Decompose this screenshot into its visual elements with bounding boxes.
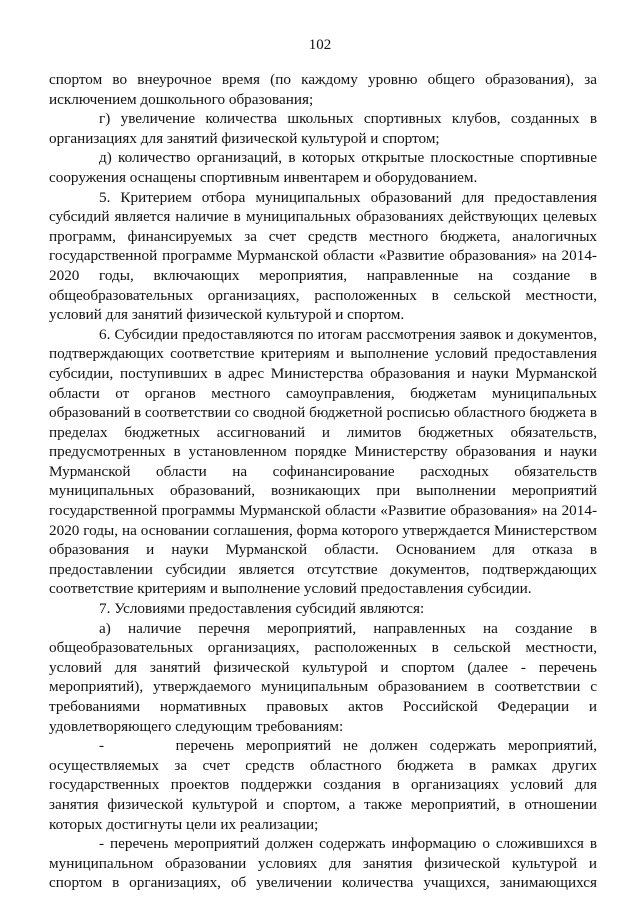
paragraph-7a: а) наличие перечня мероприятий, направленных на создание в общеобразовательных организациях, расположенных в сельской местности, условий для занятий физической культурой и спортом (далее - перечень мероприятий), утверждаемого муниципальным образованием в соответствии с требованиями нормативных правовых актов Российской Федерации и удовлетворяющего следующим требованиям: xyxy=(49,619,597,735)
paragraph-continuation: спортом во внеурочное время (по каждому уровню общего образования), за исключением дошкольного образования; xyxy=(49,71,597,108)
page-number: 102 xyxy=(308,37,332,53)
paragraph-item-g: г) увеличение количества школьных спортивных клубов, созданных в организациях для занятий физической культурой и спортом; xyxy=(49,110,597,147)
dash-item-2: - перечень мероприятий должен содержать информацию о сложившихся в муниципальном образовании условиях для занятия физической культурой и спортом в организациях, об увеличении количества учащихся, занимающихся xyxy=(49,835,597,892)
paragraph-item-d: д) количество организаций, в которых открытые плоскостные спортивные сооружения оснащены спортивным инвентарем и оборудованием. xyxy=(49,149,597,186)
dash-item-1: - перечень мероприятий не должен содержать мероприятий, осуществляемых за счет средств областного бюджета в рамках других государственных проектов поддержки создания в организациях условий для занятия физической культурой и спортом, а также мероприятий, в отношении которых достигнуты цели их реализации; xyxy=(49,737,597,833)
paragraph-7: 7. Условиями предоставления субсидий являются: xyxy=(99,600,425,618)
document-body xyxy=(49,70,597,893)
paragraph-6: 6. Субсидии предоставляются по итогам рассмотрения заявок и документов, подтверждающих соответствие критериям и выполнение условий предоставления субсидии, поступивших в адрес Министерства образования и науки Мурманской области от органов местного самоуправления, бюджетам муниципальных образований в соответствии со сводной бюджетной росписью областного бюджета в пределах бюджетных ассигнований и лимитов бюджетных обязательств, предусмотренных в установленном порядке Министерству образования и науки Мурманской области на софинансирование расходных обязательств муниципальных образований, возникающих при выполнении мероприятий государственной программы Мурманской области «Развитие образования» на 2014-2020 годы, на основании соглашения, форма которого утверждается Министерством образования и науки Мурманской области. Основанием для отказа в предоставлении субсидии является отсутствие документов, подтверждающих соответствие критериям и выполнение условий предоставления субсидии. xyxy=(49,325,598,598)
paragraph-5: 5. Критерием отбора муниципальных образований для предоставления субсидий является наличие в муниципальных образованиях действующих целевых программ, финансируемых за счет средств местного бюджета, аналогичных государственной программе Мурманской области «Развитие образования» на 2014-2020 годы, включающих мероприятия, направленные на создание в общеобразовательных организациях, расположенных в сельской местности, условий для занятий физической культурой и спортом. xyxy=(49,188,597,324)
